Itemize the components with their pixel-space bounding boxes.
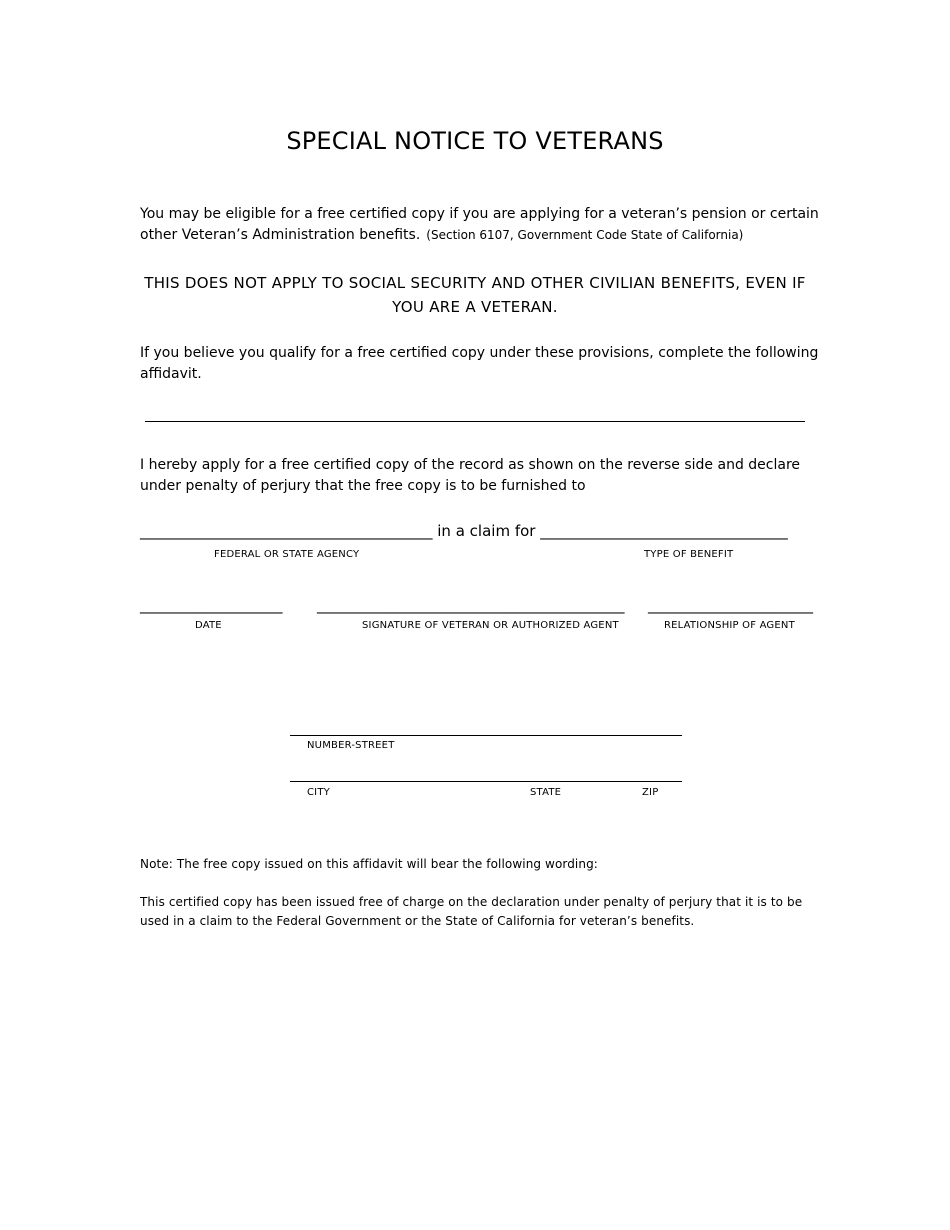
relationship-label: RELATIONSHIP OF AGENT [664, 620, 795, 631]
relationship-field[interactable]: ______________________ [648, 596, 813, 614]
page-title: SPECIAL NOTICE TO VETERANS [286, 127, 664, 155]
street-address-field[interactable] [290, 735, 682, 736]
eligibility-text: You may be eligible for a free certified copy if you are applying for a veteran’s pension or certain other Veteran’s Administration benefits. [140, 206, 819, 243]
agency-field[interactable]: _______________________________________ [140, 522, 433, 540]
claim-connector-text: in a claim for [432, 522, 541, 540]
zip-label: ZIP [642, 787, 659, 798]
legal-citation: (Section 6107, Government Code State of California) [426, 228, 744, 242]
signature-label: SIGNATURE OF VETERAN OR AUTHORIZED AGENT [362, 620, 619, 631]
city-state-zip-field[interactable] [290, 781, 682, 782]
state-label: STATE [530, 787, 562, 798]
section-divider [145, 421, 805, 422]
benefit-type-label: TYPE OF BENEFIT [644, 549, 734, 560]
signature-field[interactable]: _________________________________________ [317, 596, 625, 614]
qualify-paragraph: If you believe you qualify for a free certified copy under these provisions, complete the following affidavit. [140, 345, 819, 382]
date-label: DATE [195, 620, 222, 631]
eligibility-paragraph [140, 204, 820, 246]
note-wording: This certified copy has been issued free of charge on the declaration under penalty of perjury that it is to be used in a claim to the Federal Government or the State of California for veteran’s benefits. [140, 895, 803, 928]
agency-label: FEDERAL OR STATE AGENCY [214, 549, 360, 560]
claim-line [140, 522, 788, 540]
note-intro: Note: The free copy issued on this affidavit will bear the following wording: [140, 857, 598, 871]
date-field[interactable]: ___________________ [140, 596, 283, 614]
declaration-paragraph: I hereby apply for a free certified copy of the record as shown on the reverse side and declare under penalty of perjury that the free copy is to be furnished to [140, 457, 801, 494]
benefit-type-field[interactable]: _________________________________ [540, 522, 788, 540]
street-label: NUMBER-STREET [307, 740, 395, 751]
city-label: CITY [307, 787, 330, 798]
exclusion-warning: THIS DOES NOT APPLY TO SOCIAL SECURITY AND OTHER CIVILIAN BENEFITS, EVEN IF YOU ARE A VETERAN. [144, 274, 806, 316]
